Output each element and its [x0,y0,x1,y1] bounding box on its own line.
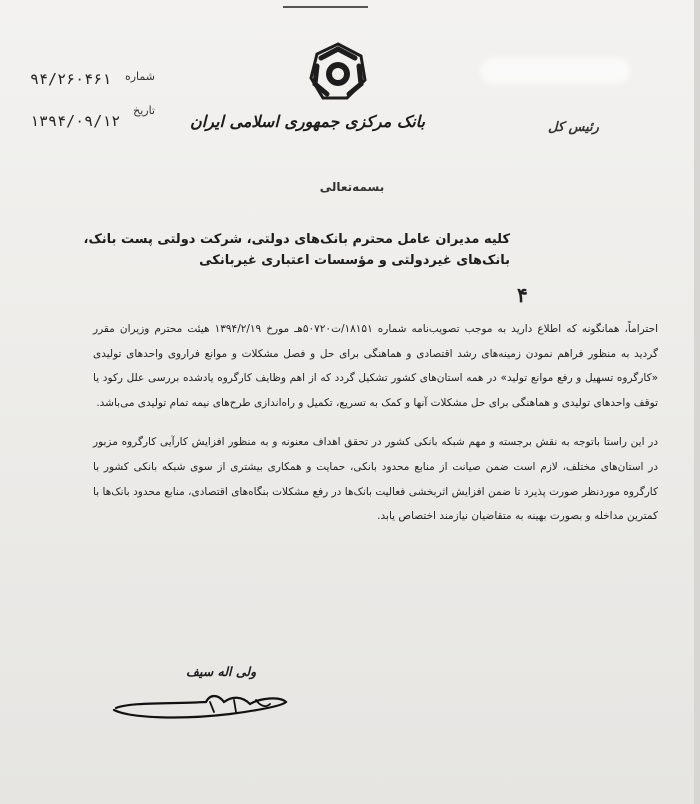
bismillah: بسمه‌تعالی [319,180,385,194]
date-label: تاریخ [133,104,155,117]
sender-rank: رئیس کل [548,120,599,135]
letter-body [93,317,658,529]
number-value: ۹۴/۲۶۰۴۶۱ [30,70,112,88]
recipients-block [83,229,510,271]
body-paragraph: در این راستا باتوجه به نقش برجسته و مهم شبکه بانکی کشور در تحقق اهداف معنونه و به منظور افزایش کارآیی کارگروه مزبور در استان‌های مختلف، لازم است ضمن صیانت از منابع محدود بانکی، حمایت و همکاری بیشتری از سوی شبکه بانکی کشور با کارگروه موردنظر صورت پذیرد تا ضمن افزایش اثربخشی فعالیت بانک‌ها در رفع مشکلات بنگاه‌های اقتصادی، منابع محدود بانک‌ها با کمترین مداخله و بصورت بهینه به متقاضیان نیازمند اختصاص یابد. [93,436,658,523]
redacted-area [480,58,630,84]
body-paragraph: احتراماً، همانگونه که اطلاع دارید به موجب تصویب‌نامه شماره ۱۸۱۵۱/ت۵۰۷۲۰هـ مورخ ۱۳۹۴/۲/۱۹ هیئت محترم وزیران مقرر گردید به منظور فراهم نمودن زمینه‌های رشد اقتصادی و هماهنگی برای حل و فصل مشکلات و موانع فراروی واحدهای تولیدی «کارگروه تسهیل و رفع موانع تولید» در همه استان‌های کشور تشکیل گردد که از اهم وظایف کارگروه یادشده بررسی علل رکود یا توقف واحدهای تولیدی و هماهنگی برای حل مشکلات آنها و کمک به تسریع، تکمیل و راه‌اندازی طرح‌های نیمه تمام تولیدی می‌باشد. [93,323,659,409]
date-value: ۱۳۹۴/۰۹/۱۲ [30,112,121,130]
handwritten-mark: ۴ [517,283,528,307]
bank-name: بانک مرکزی جمهوری اسلامی ایران [189,112,425,131]
recipient-line: بانک‌های غیردولتی و مؤسسات اعتباری غیربانکی [199,253,510,268]
number-label: شماره [124,70,155,83]
central-bank-logo-icon [303,40,373,104]
top-rule [283,6,368,8]
signer-name: ولی اله سیف [186,664,257,679]
signature-icon [110,688,290,724]
recipient-line: کلیه مدیران عامل محترم بانک‌های دولتی، شرکت دولتی پست بانک، [83,232,510,247]
page-edge [694,0,700,804]
